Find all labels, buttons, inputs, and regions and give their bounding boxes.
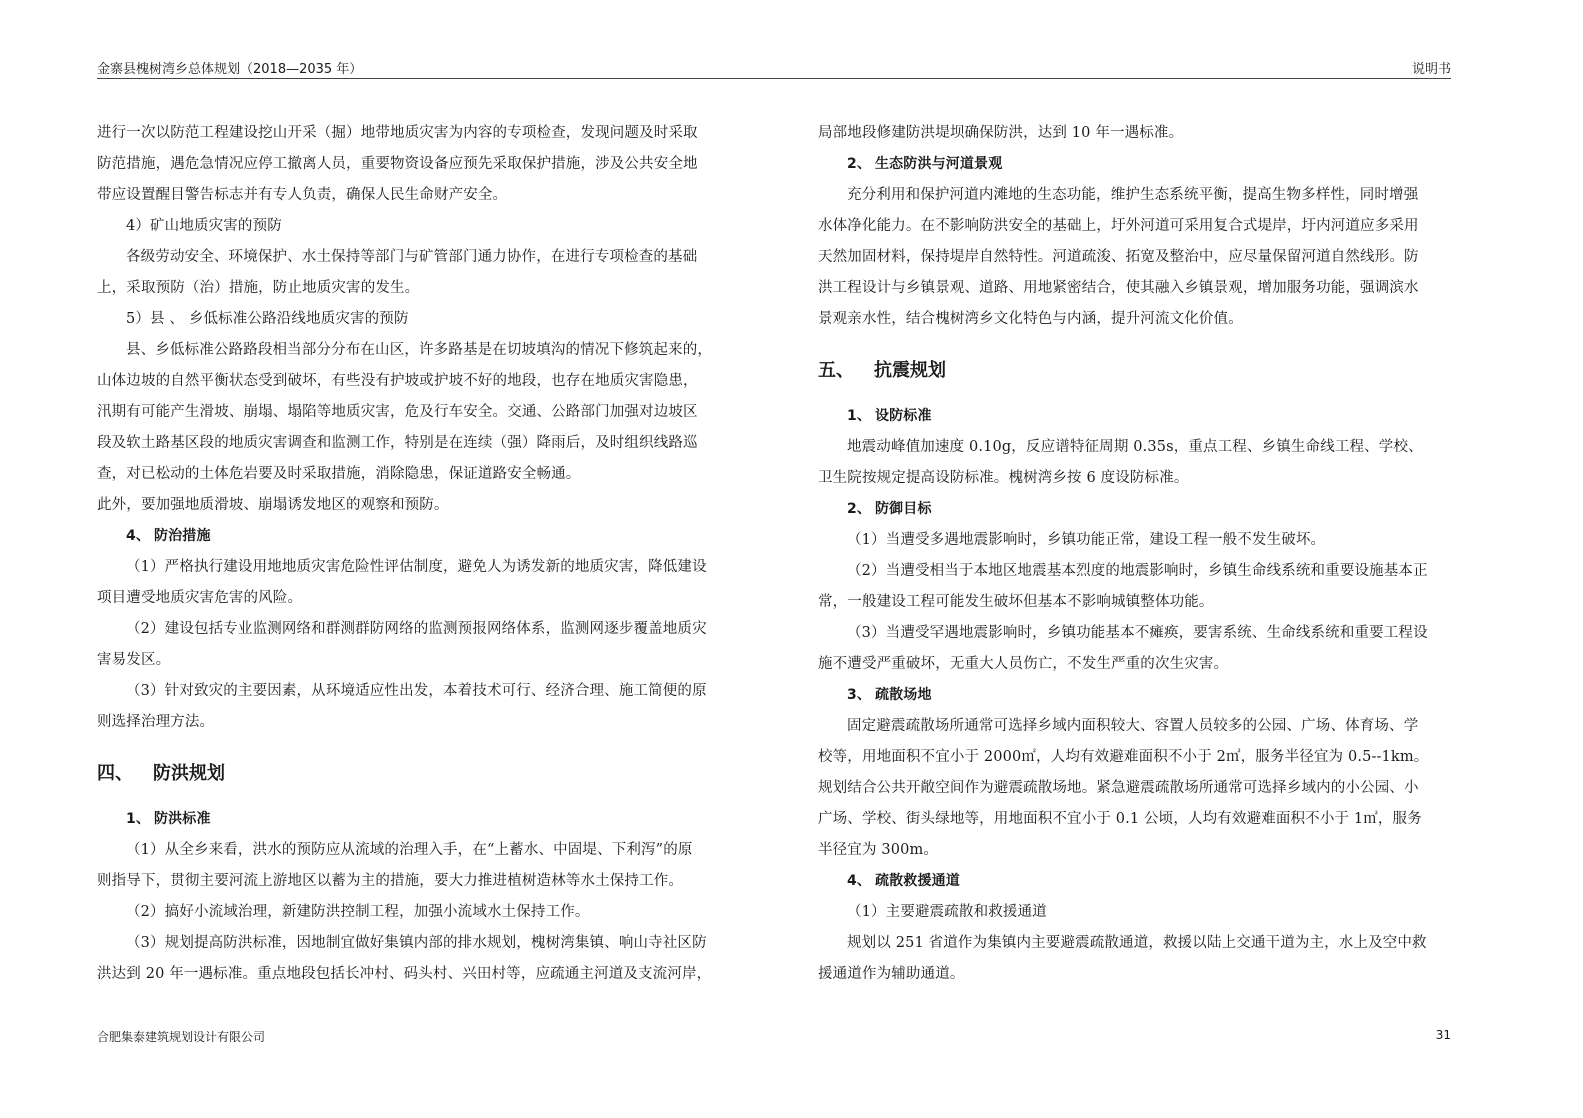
document-type: 说明书 [1411,62,1451,77]
text-line: 上，采取预防（治）措施，防止地质灾害的发生。 [97,280,420,296]
text-line: （2）当遭受相当于本地区地震基本烈度的地震影响时，乡镇生命线系统和重要设施基本正 [847,563,1428,579]
text-line: 洪达到 20 年一遇标准。重点地段包括长冲村、码头村、兴田村等，应疏通主河道及支流河岸， [97,966,712,982]
page-number: 31 [1435,1028,1451,1042]
section-heading-evacuation-route [818,866,1473,897]
subsection-title: 5）县 、 乡低标准公路沿线地质灾害的预防 [126,311,409,327]
text-line: 带应设置醒目警告标志并有专人负责，确保人民生命财产安全。 [97,187,508,203]
paragraph [97,676,748,738]
heading-text: 防御目标 [875,501,932,517]
text-line: 段及软土路基区段的地质灾害调查和监测工作，特别是在连续（强）降雨后，及时组织线路巡 [97,435,698,451]
text-line: 则指导下，贯彻主要河流上游地区以蓄为主的措施，要大力推进植树造林等水土保持工作。 [97,873,683,889]
page-header [97,54,1451,79]
paragraph [97,552,748,614]
section-heading-defense-goal [818,494,1473,525]
paragraph [818,432,1473,494]
text-line: 洪工程设计与乡镇景观、道路、用地紧密结合，使其融入乡镇景观，增加服务功能，强调滨水 [818,280,1419,296]
heading-text: 设防标准 [875,408,932,424]
section-heading-measures [97,521,748,552]
page-footer [97,1024,1451,1044]
text-line: 水体净化能力。在不影响防洪安全的基础上，圩外河道可采用复合式堤岸，圩内河道应多采用 [818,218,1419,234]
text-line: （2）搞好小流域治理，新建防洪控制工程，加强小流域水土保持工作。 [126,904,590,920]
text-line: 充分利用和保护河道内滩地的生态功能，维护生态系统平衡，提高生物多样性，同时增强 [847,187,1419,203]
section-heading-flood-standard [97,804,748,835]
section-heading-evacuation-site [818,680,1473,711]
heading-text: 疏散场地 [875,687,932,703]
paragraph [818,928,1473,990]
text-line: （3）针对致灾的主要因素，从环境适应性出发，本着技术可行、经济合理、施工简便的原 [126,683,707,699]
text-line: 进行一次以防范工程建设挖山开采（掘）地带地质灾害为内容的专项检查，发现问题及时采取 [97,125,698,141]
heading-number: 四、 [97,763,133,784]
right-column [818,118,1473,990]
text-line: 防范措施，遇危急情况应停工撤离人员，重要物资设备应预先采取保护措施，涉及公共安全地 [97,156,698,172]
text-line: 广场、学校、街头绿地等，用地面积不宜小于 0.1 公顷，人均有效避难面积不小于 1㎡，服务 [818,811,1422,827]
heading-number: 2、 [847,501,872,517]
paragraph [818,556,1473,618]
chapter-heading-flood [97,752,748,796]
text-line: 常，一般建设工程可能发生破坏但基本不影响城镇整体功能。 [818,594,1214,610]
heading-number: 2、 [847,156,872,172]
text-line: （1）当遭受多遇地震影响时，乡镇功能正常，建设工程一般不发生破坏。 [847,532,1326,548]
text-line: 施不遭受严重破坏，无重大人员伤亡，不发生严重的次生灾害。 [818,656,1229,672]
text-line: 查，对已松动的土体危岩要及时采取措施，消除隐患，保证道路安全畅通。 [97,466,581,482]
paragraph [97,242,748,304]
paragraph [97,118,748,211]
text-line: （3）当遭受罕遇地震影响时，乡镇功能基本不瘫痪，要害系统、生命线系统和重要工程设 [847,625,1428,641]
document-title: 金寨县槐树湾乡总体规划（2018—2035 年） [97,62,363,77]
company-name: 合肥集泰建筑规划设计有限公司 [97,1030,266,1044]
heading-number: 4、 [126,528,151,544]
text-line: 校等，用地面积不宜小于 2000㎡，人均有效避难面积不小于 2㎡，服务半径宜为 0.5--1km。 [818,749,1429,765]
heading-number: 3、 [847,687,872,703]
text-line: 卫生院按规定提高设防标准。槐树湾乡按 6 度设防标准。 [818,470,1189,486]
section-heading-eco-flood [818,149,1473,180]
text-line: （1）主要避震疏散和救援通道 [847,904,1047,920]
text-line: 项目遭受地质灾害危害的风险。 [97,590,303,606]
paragraph [818,711,1473,866]
text-line: 害易发区。 [97,652,171,668]
heading-text: 生态防洪与河道景观 [875,156,1003,172]
text-line: 汛期有可能产生滑坡、崩塌、塌陷等地质灾害，危及行车安全。交通、公路部门加强对边坡区 [97,404,698,420]
chapter-heading-quake [818,349,1473,393]
paragraph [818,180,1473,335]
section-heading-fortification [818,401,1473,432]
text-line: 规划结合公共开敞空间作为避震疏散场地。紧急避震疏散场所通常可选择乡域内的小公园、小 [818,780,1419,796]
heading-text: 防洪标准 [154,811,211,827]
text-line: 山体边坡的自然平衡状态受到破坏，有些没有护坡或护坡不好的地段，也存在地质灾害隐患， [97,373,698,389]
heading-text: 疏散救援通道 [875,873,960,889]
paragraph [97,928,748,990]
text-line: 各级劳动安全、环境保护、水土保持等部门与矿管部门通力协作，在进行专项检查的基础 [126,249,698,265]
text-line: （2）建设包括专业监测网络和群测群防网络的监测预报网络体系，监测网逐步覆盖地质灾 [126,621,707,637]
heading-text: 防治措施 [154,528,211,544]
text-line: 规划以 251 省道作为集镇内主要避震疏散通道，救援以陆上交通干道为主，水上及空中救 [847,935,1427,951]
text-line: （1）从全乡来看，洪水的预防应从流域的治理入手，在“上蓄水、中固堤、下利泻”的原 [126,842,693,858]
heading-text: 抗震规划 [874,360,946,381]
left-column [97,118,748,990]
subsection-title: 4）矿山地质灾害的预防 [126,218,282,234]
heading-number: 1、 [847,408,872,424]
heading-number: 1、 [126,811,151,827]
text-line: （1）严格执行建设用地地质灾害危险性评估制度，避免人为诱发新的地质灾害，降低建设 [126,559,707,575]
paragraph [97,614,748,676]
paragraph [97,835,748,897]
text-line: 半径宜为 300m。 [818,842,939,858]
text-line: 固定避震疏散场所通常可选择乡域内面积较大、容置人员较多的公园、广场、体育场、学 [847,718,1419,734]
text-line: 天然加固材料，保持堤岸自然特性。河道疏浚、拓宽及整治中，应尽量保留河道自然线形。防 [818,249,1419,265]
text-line: 县、乡低标准公路路段相当部分分布在山区，许多路基是在切坡填沟的情况下修筑起来的， [126,342,712,358]
heading-text: 防洪规划 [153,763,225,784]
text-line: 地震动峰值加速度 0.10g，反应谱特征周期 0.35s，重点工程、乡镇生命线工程、学校、 [847,439,1423,455]
text-line: （3）规划提高防洪标准，因地制宜做好集镇内部的排水规划，槐树湾集镇、响山寺社区防 [126,935,707,951]
heading-number: 五、 [818,360,854,381]
text-line: 援通道作为辅助通道。 [818,966,965,982]
text-line: 局部地段修建防洪堤坝确保防洪，达到 10 年一遇标准。 [818,125,1184,141]
paragraph [97,335,748,490]
text-line: 此外，要加强地质滑坡、崩塌诱发地区的观察和预防。 [97,497,449,513]
paragraph [818,618,1473,680]
heading-number: 4、 [847,873,872,889]
text-line: 则选择治理方法。 [97,714,215,730]
text-line: 景观亲水性，结合槐树湾乡文化特色与内涵，提升河流文化价值。 [818,311,1243,327]
